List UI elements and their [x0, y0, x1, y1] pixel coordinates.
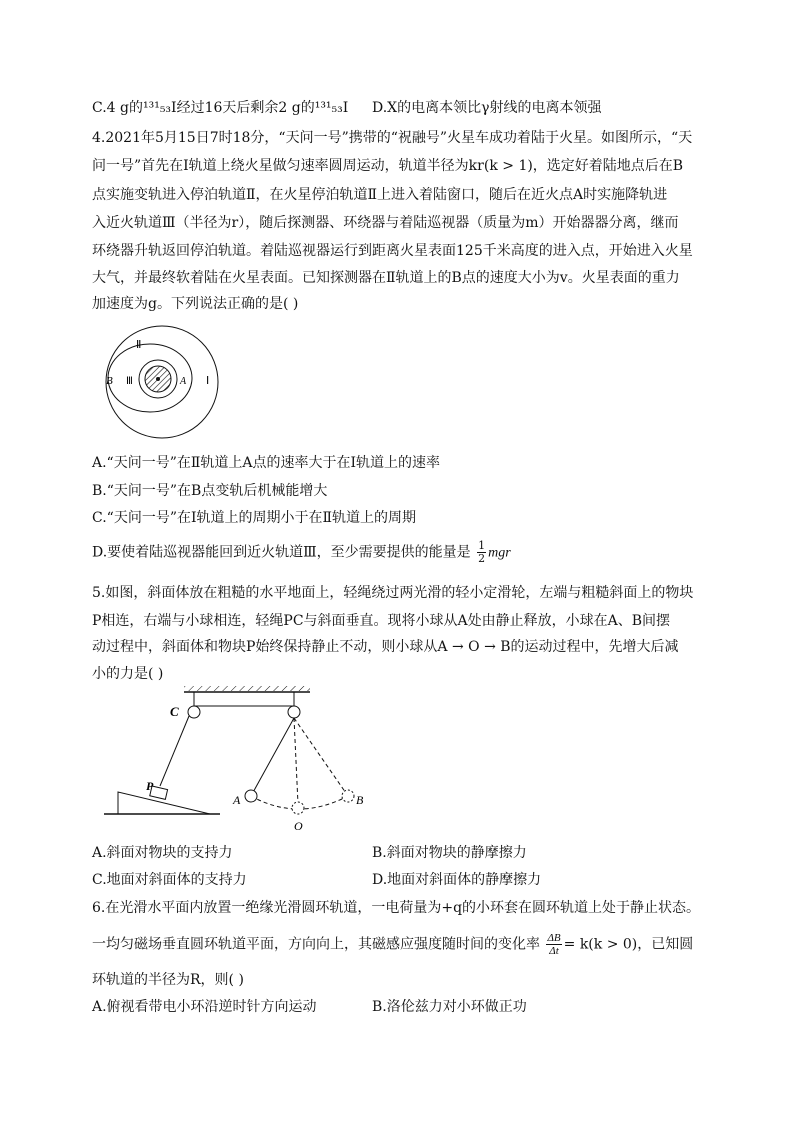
- q4-stem-line-7: 加速度为g。下列说法正确的是( ): [92, 296, 299, 312]
- q4-stem-line-3: 点实施变轨进入停泊轨道Ⅱ，在火星停泊轨道Ⅱ上进入着陆窗口，随后在近火点A时实施降轨进: [92, 187, 668, 203]
- label-b: B: [356, 793, 364, 807]
- q6-stem-line-3: 环轨道的半径为R，则( ): [92, 972, 244, 988]
- ball-at-o: [292, 802, 304, 814]
- q6-stem-line-2: [92, 932, 693, 957]
- q5-option-a: A.斜面对物块的支持力: [92, 845, 233, 861]
- label-orbit-I: Ⅰ: [206, 375, 210, 387]
- dashed-to-o: [294, 718, 298, 804]
- q5-stem-line-4: 小的力是( ): [92, 666, 164, 682]
- q5-option-c: C.地面对斜面体的支持力: [92, 872, 247, 888]
- q5-stem-line-2: P相连，右端与小球相连，轻绳PC与斜面垂直。现将小球从A处由静止释放，小球在A、B间摆: [92, 613, 671, 629]
- fraction-numerator: 1: [478, 539, 486, 552]
- q4-option-d-fraction: [477, 540, 486, 565]
- rope-pc: [160, 716, 189, 786]
- label-point-A: A: [180, 376, 187, 387]
- pulley-right: [288, 706, 300, 718]
- q5-option-d: D.地面对斜面体的静摩擦力: [372, 872, 542, 888]
- q6-fraction-numerator: ΔB: [547, 932, 561, 944]
- q4-stem-line-5: 环绕器升轨返回停泊轨道。着陆巡视器运行到距离火星表面125千米高度的进入点，开始进入火星: [92, 243, 693, 259]
- pulley-pendulum-diagram: [100, 686, 380, 834]
- q5-option-b: B.斜面对物块的静摩擦力: [372, 845, 527, 861]
- q4-option-d: [92, 540, 511, 565]
- q4-stem-line-6: 大气，并最终软着陆在火星表面。已知探测器在Ⅱ轨道上的B点的速度大小为v。火星表面的重力: [92, 270, 680, 286]
- label-p: P: [146, 779, 154, 793]
- q6-stem-text: 一均匀磁场垂直圆环轨道平面，方向向上，其磁感应强度随时间的变化率: [92, 936, 540, 953]
- q6-fraction: [546, 932, 561, 957]
- rope-to-ball: [251, 718, 294, 796]
- q4-option-c: C.“天问一号”在Ⅰ轨道上的周期小于在Ⅱ轨道上的周期: [92, 510, 417, 526]
- label-orbit-III: Ⅲ: [126, 376, 133, 387]
- mars-center-dot: [156, 377, 160, 381]
- q6-option-a: A.俯视看带电小环沿逆时针方向运动: [92, 999, 317, 1015]
- q4-option-d-expr: mgr: [488, 545, 511, 561]
- q6-stem-text-post: = k(k > 0)，已知圆: [563, 936, 694, 953]
- orbit-diagram: [96, 322, 228, 442]
- q5-stem-line-3: 动过程中，斜面体和物块P始终保持静止不动，则小球从A → O → B的运动过程中，先增大后减: [92, 639, 679, 655]
- label-c: C: [170, 704, 179, 719]
- ceiling-hatch: [184, 686, 310, 691]
- pulley-c: [188, 706, 200, 718]
- ball-at-a: [245, 790, 257, 802]
- label-a: A: [233, 793, 241, 807]
- q4-option-b: B.“天问一号”在B点变轨后机械能增大: [92, 483, 328, 499]
- q4-stem-line-4: 入近火轨道Ⅲ（半径为r），随后探测器、环绕器与着陆巡视器（质量为m）开始器器分离，继而: [92, 215, 679, 231]
- fraction-denominator: 2: [478, 552, 486, 565]
- label-point-B: B: [106, 375, 113, 387]
- q6-option-b: B.洛伦兹力对小环做正功: [372, 999, 527, 1015]
- q4-option-d-text: D.要使着陆巡视器能回到近火轨道Ⅲ，至少需要提供的能量是: [92, 544, 471, 561]
- q5-stem-line-1: 5.如图，斜面体放在粗糙的水平地面上，轻绳绕过两光滑的轻小定滑轮，左端与粗糙斜面上的物块: [92, 585, 694, 601]
- label-orbit-II: Ⅱ: [136, 339, 142, 351]
- q4-stem-line-1: 4.2021年5月15日7时18分，“天问一号”携带的“祝融号”火星车成功着陆于火星。如图所示，“天: [92, 130, 693, 146]
- dashed-to-b: [294, 718, 348, 796]
- ball-at-b: [342, 790, 354, 802]
- q6-fraction-denominator: Δt: [549, 945, 559, 957]
- q4-option-a: A.“天问一号”在Ⅱ轨道上A点的速率大于在Ⅰ轨道上的速率: [92, 455, 441, 471]
- label-o: O: [294, 819, 303, 833]
- q6-stem-line-1: 6.在光滑水平面内放置一绝缘光滑圆环轨道，一电荷量为+q的小环套在圆环轨道上处于静止状态。: [92, 900, 701, 916]
- q4-stem-line-2: 问一号”首先在Ⅰ轨道上绕火星做匀速率圆周运动，轨道半径为kr(k > 1)，选定好着陆地点后在B: [92, 158, 684, 174]
- q3-option-d: D.X的电离本领比γ射线的电离本领强: [372, 100, 602, 116]
- q3-option-c: C.4 g的¹³¹₅₃I经过16天后剩余2 g的¹³¹₅₃I: [92, 100, 349, 116]
